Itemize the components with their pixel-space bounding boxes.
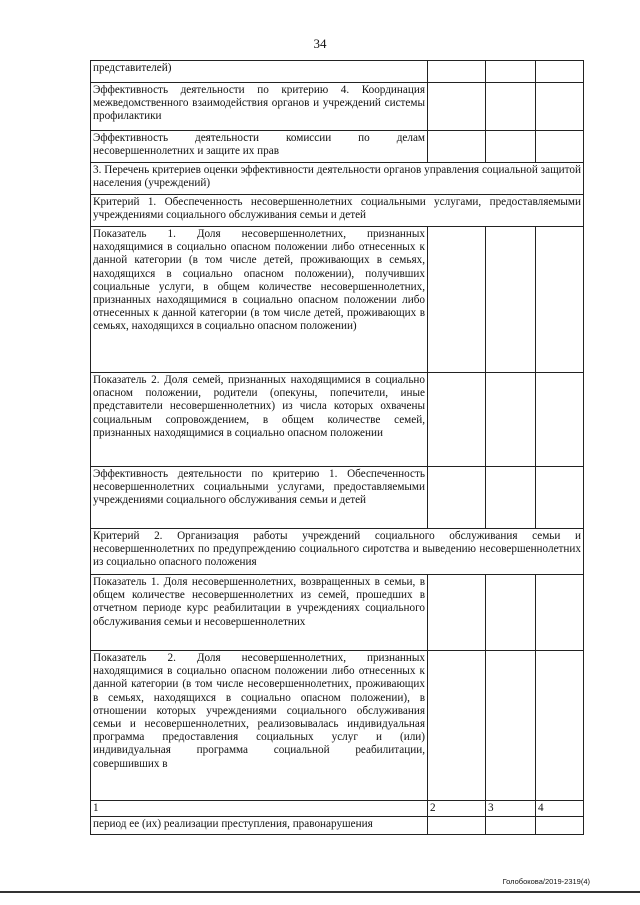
value-cell [486,651,536,801]
value-cell [428,467,486,529]
table-row [91,227,584,373]
value-cell [536,227,584,373]
table-row [91,575,584,651]
value-cell [536,467,584,529]
row-text: Показатель 2. Доля несовершеннолетних, признанных находящимися в социально опасном положении либо отнесенных к данной категории (в том числе несовершеннолетних, проживающих в семьях, находящихся в социально опасном положении), в отношении которых учреждениями социального обслуживания семьи и несовершеннолетних, реализовывалась индивидуальная программа предоставления социальных услуг и (или) индивидуальная программа социальной реабилитации, совершивших в [91,651,428,801]
value-cell [486,131,536,163]
value-cell [536,373,584,467]
value-cell [486,227,536,373]
row-text: Критерий 1. Обеспеченность несовершеннолетних социальными услугами, предоставляемыми учреждениями социального обслуживания семьи и детей [91,195,584,227]
row-text: Эффективность деятельности по критерию 1. Обеспеченность несовершеннолетних социальными услугами, предоставляемыми учреждениями социального обслуживания семьи и детей [91,467,428,529]
row-text: период ее (их) реализации преступления, правонарушения [91,817,428,835]
value-cell [536,575,584,651]
row-text: Показатель 1. Доля несовершеннолетних, признанных находящимися в социально опасном положении либо отнесенных к данной категории (в том числе детей, проживающих в семьях, находящихся в социально опасном положении), получивших социальные услуги, в общем количестве несовершеннолетних, признанных находящимися в социально опасном положении либо отнесенных к данной категории (в том числе детей, проживающих в семьях, находящихся в социально опасном положении) [91,227,428,373]
table-body [91,61,584,835]
value-cell [428,373,486,467]
table-row [91,467,584,529]
row-text: Показатель 2. Доля семей, признанных находящимися в социально опасном положении, родители (опекуны, попечители, иные представители несовершеннолетних) из числа которых охвачены социальным сопровождением, в общем количестве семей, признанных находящимися в социально опасном положении [91,373,428,467]
value-cell [428,83,486,131]
row-text: представителей) [91,61,428,83]
table-row [91,61,584,83]
value-cell [428,227,486,373]
value-cell [428,61,486,83]
row-text: Показатель 1. Доля несовершеннолетних, возвращенных в семьи, в общем количестве несовершеннолетних из семей, прошедших в отчетном периоде курс реабилитации в учреждениях социального обслуживания семьи и несовершеннолетних [91,575,428,651]
bottom-rule [0,891,640,893]
page-number: 34 [313,36,327,51]
document-footer: Голобокова/2019-2319(4) [502,877,590,886]
table-row [91,195,584,227]
table-row [91,529,584,575]
value-cell [536,131,584,163]
column-number-row [91,801,584,817]
value-cell [536,651,584,801]
table-row [91,131,584,163]
column-number: 3 [486,801,536,817]
row-text: Критерий 2. Организация работы учреждений социального обслуживания семьи и несовершеннолетних по предупреждению социального сиротства и выведению несовершеннолетних из социально опасного положения [91,529,584,575]
value-cell [428,817,486,835]
value-cell [486,61,536,83]
column-number: 1 [91,801,428,817]
value-cell [486,83,536,131]
value-cell [486,817,536,835]
value-cell [486,575,536,651]
row-text: 3. Перечень критериев оценки эффективности деятельности органов управления социальной защитой населения (учреждений) [91,163,584,195]
criteria-table [90,60,584,835]
column-number: 4 [536,801,584,817]
value-cell [536,83,584,131]
table-row [91,83,584,131]
row-text: Эффективность деятельности по критерию 4. Координация межведомственного взаимодействия органов и учреждений системы профилактики [91,83,428,131]
value-cell [486,373,536,467]
value-cell [428,131,486,163]
value-cell [428,651,486,801]
row-text: Эффективность деятельности комиссии по делам несовершеннолетних и защите их прав [91,131,428,163]
table-row [91,373,584,467]
table-row [91,163,584,195]
value-cell [536,61,584,83]
table-row [91,817,584,835]
column-number: 2 [428,801,486,817]
value-cell [486,467,536,529]
value-cell [428,575,486,651]
table-row [91,651,584,801]
value-cell [536,817,584,835]
